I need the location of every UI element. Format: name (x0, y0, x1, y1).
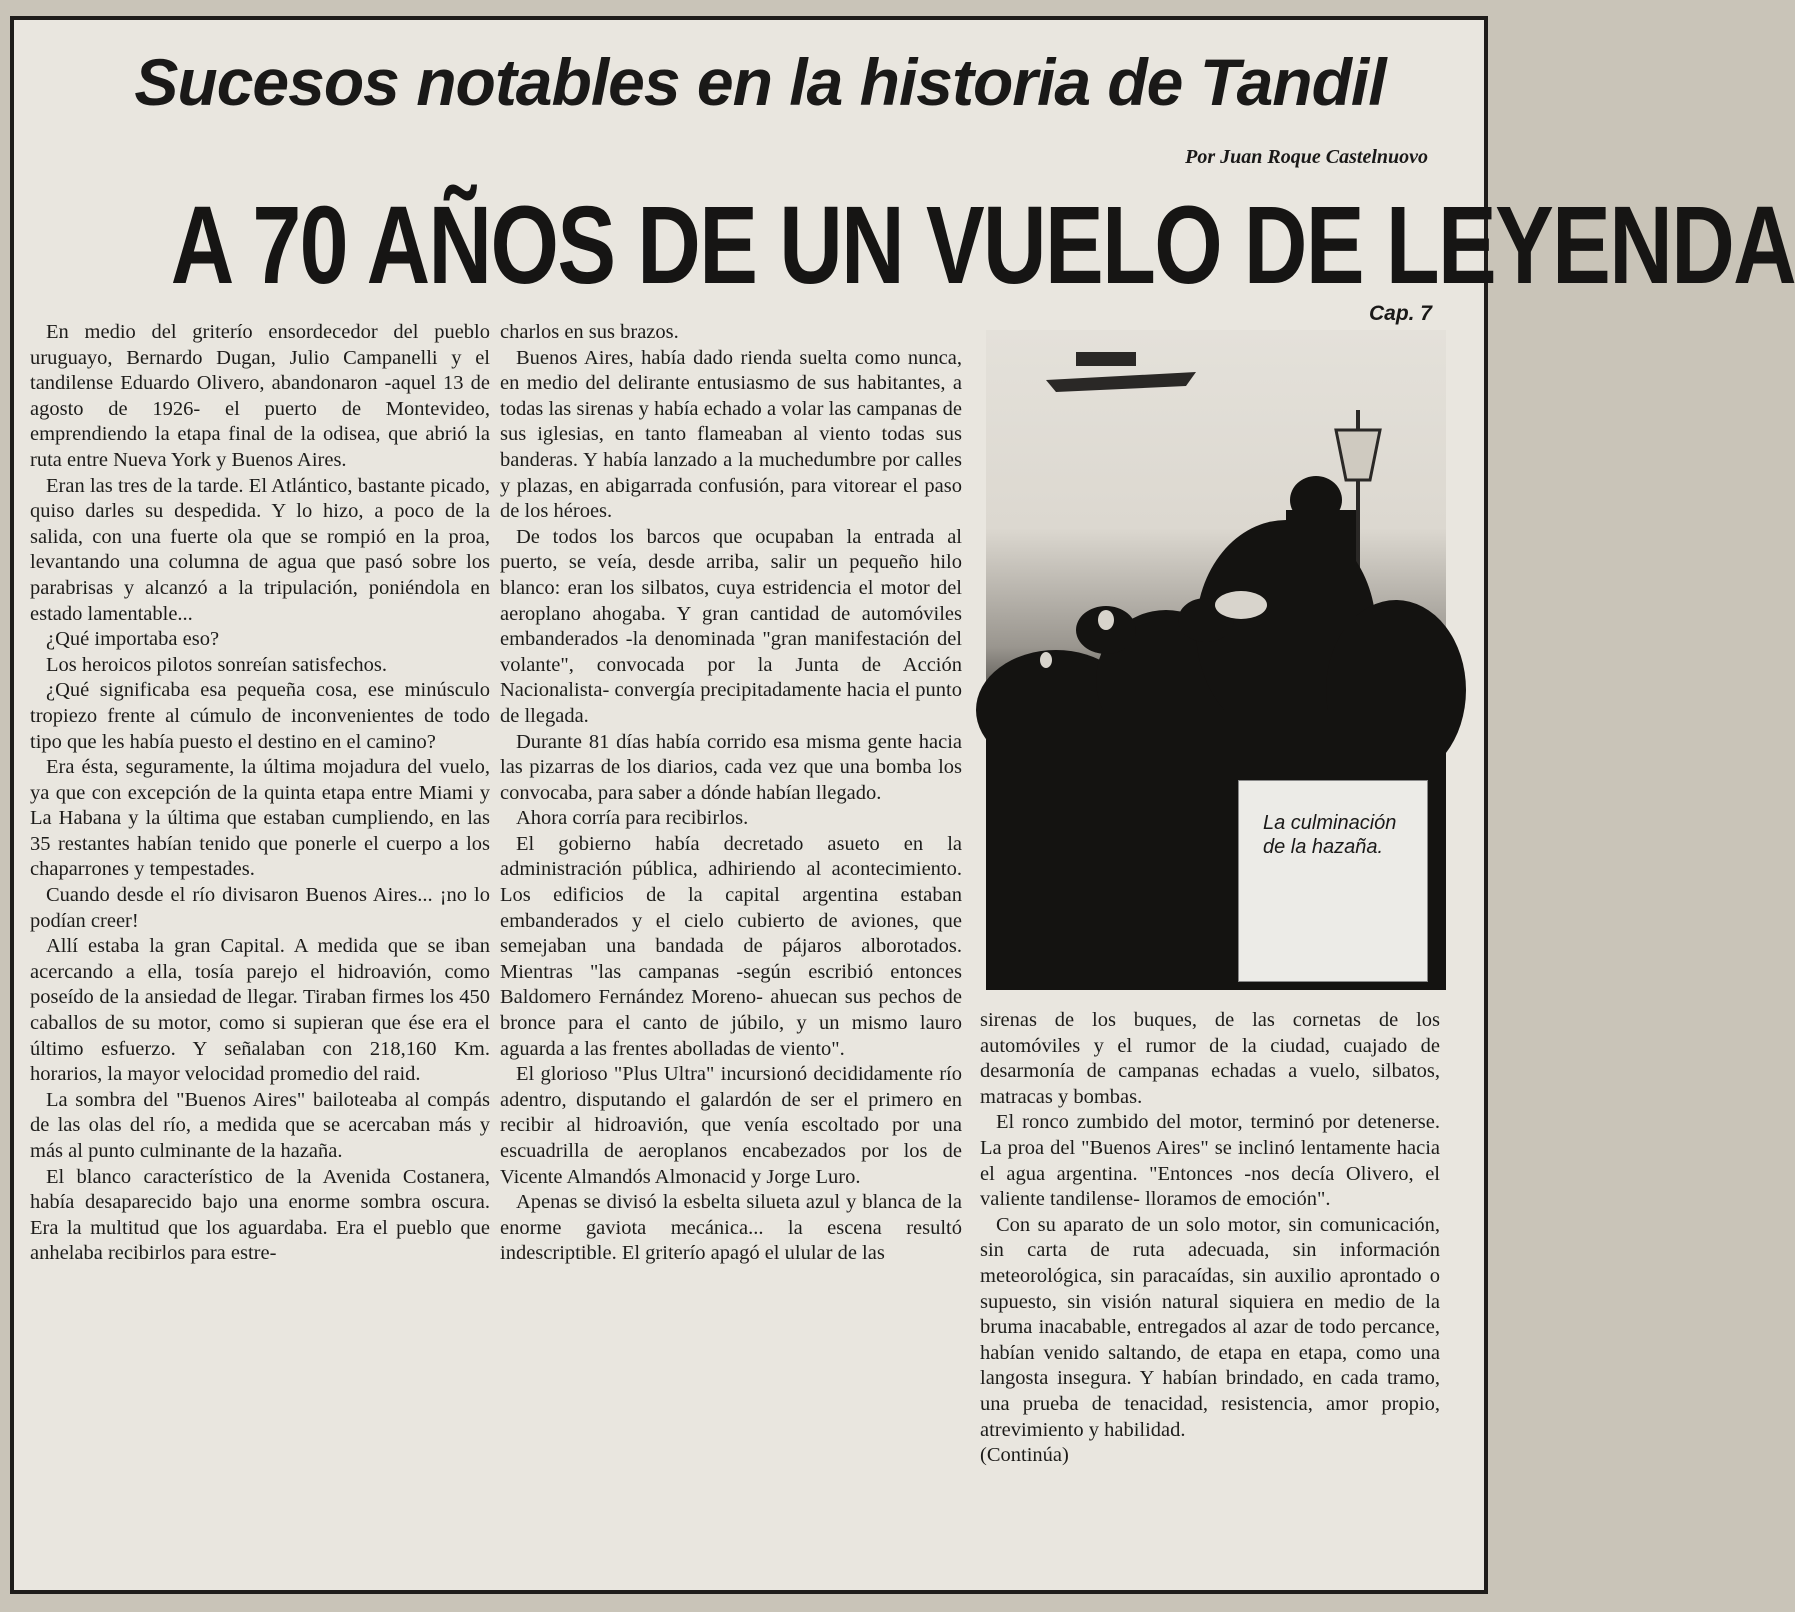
article-column-2 (500, 320, 962, 1267)
paragraph: El gobierno había decretado asueto en la administración pública, adhiriendo al acontecimiento. Los edificios de la capital argentina estaban embanderados y el cielo cubierto de aviones, que semejaban una bandada de pájaros alborotados. Mientras "las campanas -según escribió entonces Baldomero Fernández Moreno- ahuecan sus pechos de bronce para el canto de júbilo, y un mismo lauro aguarda a las frentes abolladas de viento". (500, 832, 962, 1060)
paragraph: Era ésta, seguramente, la última mojadura del vuelo, ya que con excepción de la quinta etapa entre Miami y La Habana y la última que estaban cumpliendo, en las 35 restantes habían tenido que ponerle el cuerpo a los chaparrones y tempestades. (30, 756, 490, 881)
paragraph: charlos en sus brazos. (500, 321, 679, 343)
paragraph: Ahora corría para recibirlos. (516, 807, 749, 830)
paragraph: Apenas se divisó la esbelta silueta azul y blanca de la enorme gaviota mecánica... la escena resultó indescriptible. El griterío apagó el ulular de las (500, 1191, 962, 1265)
paragraph: En medio del griterío ensordecedor del pueblo uruguayo, Bernardo Dugan, Julio Campanelli y el tandilense Eduardo Olivero, abandonaron -aquel 13 de agosto de 1926- el puerto de Montevideo, emprendiendo la etapa final de la odisea, que abrió la ruta entre Nueva York y Buenos Aires. (30, 321, 490, 471)
paragraph: Los heroicos pilotos sonreían satisfechos. (46, 653, 388, 676)
photo-caption: La culminación de la hazaña. (1263, 812, 1397, 858)
paragraph: Durante 81 días había corrido esa misma gente hacia las pizarras de los diarios, cada vez que una bomba los convocaba, para saber a dónde habían llegado. (500, 730, 962, 804)
article-column-1 (30, 320, 490, 1267)
continued-label: (Continúa) (980, 1444, 1069, 1467)
seaplane-shape (1076, 352, 1136, 366)
paragraph: ¿Qué significaba esa pequeña cosa, ese minúsculo tropiezo frente al cúmulo de inconvenientes de todo tipo que les había puesto el destino en el camino? (30, 679, 490, 753)
paragraph: ¿Qué importaba eso? (46, 628, 220, 651)
paragraph: Cuando desde el río divisaron Buenos Aires... ¡no lo podían creer! (30, 884, 490, 932)
headline: A 70 AÑOS DE UN VUELO DE LEYENDA (170, 184, 1795, 307)
paragraph: La sombra del "Buenos Aires" bailoteaba al compás de las olas del río, a medida que se acercaban más y más al punto culminante de la hazaña. (30, 1088, 490, 1162)
article-column-3 (980, 1008, 1440, 1469)
photo-caption-box (1238, 780, 1428, 982)
paragraph: El ronco zumbido del motor, terminó por detenerse. La proa del "Buenos Aires" se inclinó lentamente hacia el agua argentina. "Entonces -nos decía Olivero, el valiente tandilense- lloramos de emoción". (980, 1111, 1440, 1211)
paragraph: Eran las tres de la tarde. El Atlántico, bastante picado, quiso darles su despedida. Y lo hizo, a poco de la salida, con una fuerte ola que se rompió en la proa, levantando una columna de agua que pasó sobre los parabrisas y alcanzó a la tripulación, poniéndola en estado lamentable... (30, 474, 490, 625)
series-title: Sucesos notables en la historia de Tandil (134, 45, 1386, 119)
paragraph: Con su aparato de un solo motor, sin comunicación, sin carta de ruta adecuada, sin información meteorológica, sin paracaídas, sin auxilio aprontado o supuesto, sin visión natural siquiera en medio de la bruma inacabable, entregados al azar de todo percance, habían venido saltando, de etapa en etapa, como una langosta insegura. Y habían brindado, en cada tramo, una prueba de tenacidad, resistencia, amor propio, atrevimiento y habilidad. (980, 1213, 1440, 1441)
byline: Por Juan Roque Castelnuovo (1185, 146, 1428, 168)
chapter-label: Cap. 7 (1368, 302, 1432, 325)
street-lamp-shape (1336, 430, 1380, 480)
paragraph: El glorioso "Plus Ultra" incursionó decididamente río adentro, disputando el galardón de ser el primero en recibir al hidroavión, que venía escoltado por una escuadrilla de aeroplanos encabezados por los de Vicente Almandós Almonacid y Jorge Luro. (500, 1063, 962, 1188)
paragraph: El blanco característico de la Avenida Costanera, había desaparecido bajo una enorme sombra oscura. Era la multitud que los aguardaba. Era el pueblo que anhelaba recibirlos para estre- (30, 1165, 490, 1265)
paragraph: sirenas de los buques, de las cornetas de los automóviles y el rumor de la ciudad, cuajado de desarmonía de campanas echadas a vuelo, silbatos, matracas y bombas. (980, 1009, 1440, 1108)
paragraph: De todos los barcos que ocupaban la entrada al puerto, se veía, desde arriba, salir un pequeño hilo blanco: eran los silbatos, cuya estridencia el motor del aeroplano ahogaba. Y gran cantidad de automóviles embanderados -la denominada "gran manifestación del volante", convocada por la Junta de Acción Nacionalista- convergía precipitadamente hacia el punto de llegada. (500, 525, 962, 727)
paragraph: Buenos Aires, había dado rienda suelta como nunca, en medio del delirante entusiasmo de sus habitantes, a todas las sirenas y había echado a volar las campanas de sus iglesias, en tanto flameaban al viento todas sus banderas. Y había lanzado a la muchedumbre por calles y plazas, en abigarrada confusión, para vitorear el paso de los héroes. (500, 346, 962, 523)
seaplane-wing-shape (1046, 372, 1196, 392)
paragraph: Allí estaba la gran Capital. A medida que se iban acercando a ella, tosía parejo el hidroavión, como poseído de la ansiedad de llegar. Tiraban firmes los 450 caballos de su motor, como si supieran que ése era el último esfuerzo. Y señalaban con 218,160 Km. horarios, la mayor velocidad promedio del raid. (30, 935, 490, 1086)
